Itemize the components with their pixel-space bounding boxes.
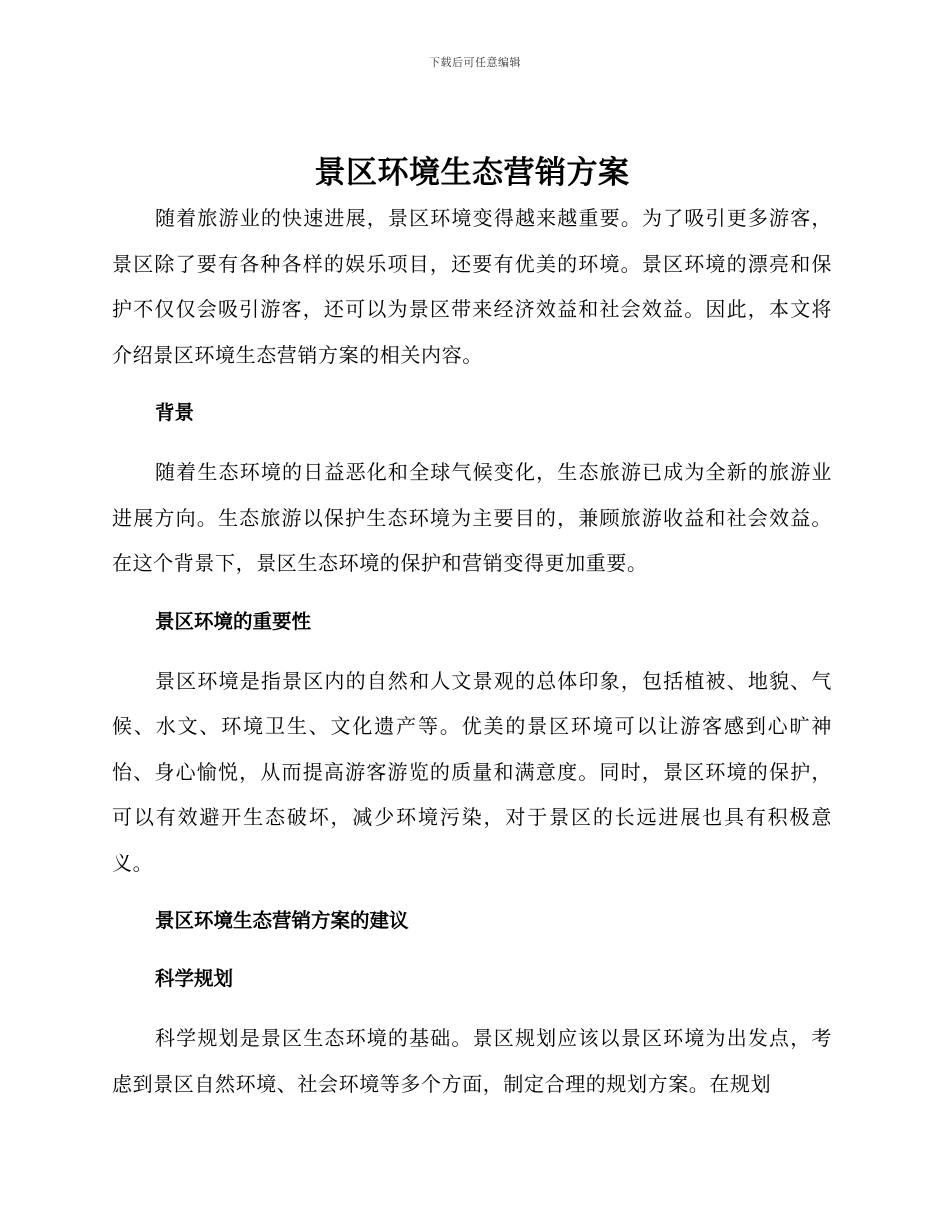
section-heading-planning: 科学规划 (155, 967, 234, 990)
spacer (112, 428, 832, 450)
spacer (112, 936, 832, 964)
document-title: 景区环境生态营销方案 (314, 155, 630, 191)
section-paragraph-planning: 科学规划是景区生态环境的基础。景区规划应该以景区环境为出发点，考虑到景区自然环境、社会环境等多个方面，制定合理的规划方案。在规划 (112, 1026, 832, 1096)
document-body (112, 150, 832, 1107)
spacer (112, 994, 832, 1016)
section-heading-background: 背景 (155, 401, 195, 424)
intro-paragraph: 随着旅游业的快速进展，景区环境变得越来越重要。为了吸引更多游客，景区除了要有各种各样的娱乐项目，还要有优美的环境。景区环境的漂亮和保护不仅仅会吸引游客，还可以为景区带来经济效益和社会效益。因此，本文将介绍景区环境生态营销方案的相关内容。 (112, 206, 832, 367)
spacer (112, 587, 832, 607)
header-note: 下载后可任意编辑 (429, 56, 521, 69)
section-paragraph-importance: 景区环境是指景区内的自然和人文景观的总体印象，包括植被、地貌、气候、水文、环境卫生、文化遗产等。优美的景区环境可以让游客感到心旷神怡、身心愉悦，从而提高游客游览的质量和满意度。同时，景区环境的保护，可以有效避开生态破坏，减少环境污染，对于景区的长远进展也具有积极意义。 (112, 668, 832, 875)
section-heading-suggestions: 景区环境生态营销方案的建议 (155, 909, 409, 932)
section-heading-importance: 景区环境的重要性 (155, 609, 312, 633)
spacer (112, 378, 832, 398)
section-paragraph-background: 随着生态环境的日益恶化和全球气候变化，生态旅游已成为全新的旅游业进展方向。生态旅游以保护生态环境为主要目的，兼顾旅游收益和社会效益。在这个背景下，景区生态环境的保护和营销变得更加重要。 (112, 460, 832, 575)
spacer (112, 886, 832, 906)
spacer (112, 637, 832, 659)
